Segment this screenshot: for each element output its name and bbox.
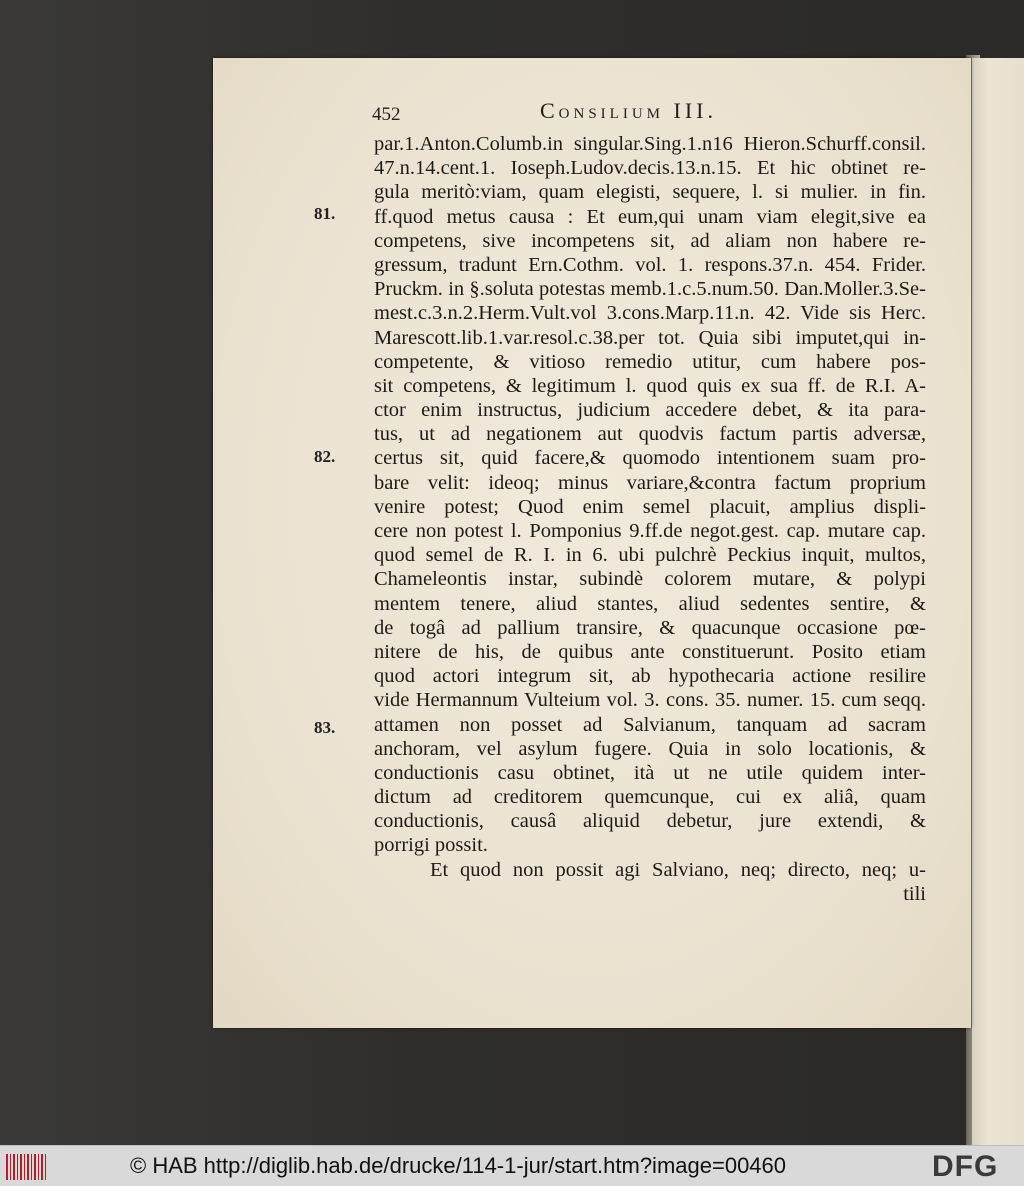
text-line: competente, & vitioso remedio utitur, cum habere pos- <box>374 350 926 373</box>
text-line: anchoram, vel asylum fugere. Quia in solo locationis, & <box>374 737 926 760</box>
text-line: attamen non posset ad Salvianum, tanquam ad sacram <box>374 713 926 736</box>
text-line: certus sit, quid facere,& quomodo intentionem suam pro- <box>374 447 926 470</box>
text-line: par.1.Anton.Columb.in singular.Sing.1.n16 Hieron.Schurff.consil. <box>374 133 926 155</box>
copyright-link[interactable]: © HAB http://diglib.hab.de/drucke/114-1-jur/start.htm?image=00460 <box>130 1153 787 1178</box>
text-line: Marescott.lib.1.var.resol.c.38.per tot. Quia sibi imputet,qui in- <box>374 326 926 349</box>
text-line: venire potest; Quod enim semel placuit, amplius displi- <box>374 495 926 518</box>
text-line: ff.quod metus causa : Et eum,qui unam viam elegit,sive ea <box>374 205 926 228</box>
text-line: Pruckm. in §.soluta potestas memb.1.c.5.num.50. Dan.Moller.3.Se- <box>374 278 926 301</box>
dfg-logo: DFG <box>932 1150 999 1183</box>
text-line: cere non potest l. Pomponius 9.ff.de negot.gest. cap. mutare cap. <box>374 520 926 542</box>
text-line: quod semel de R. I. in 6. ubi pulchrè Peckius inquit, multos, <box>374 544 926 567</box>
text-line: ctor enim instructus, judicium accedere debet, & ita para- <box>374 399 926 422</box>
catchword: tili <box>903 882 926 905</box>
text-line: de togâ ad pallium transire, & quacunque occasione pœ- <box>374 616 926 639</box>
text-line: Et quod non possit agi Salviano, neq; directo, neq; u- <box>430 858 926 881</box>
text-line: nitere de his, de quibus ante constituerunt. Posito etiam <box>374 640 926 663</box>
text-line: mest.c.3.n.2.Herm.Vult.vol 3.cons.Marp.11.n. 42. Vide sis Herc. <box>374 302 926 325</box>
running-head: Consilium III. <box>540 98 717 123</box>
text-line: gressum, tradunt Ern.Cothm. vol. 1. respons.37.n. 454. Frider. <box>374 253 926 276</box>
text-line: sit competens, & legitimum l. quod quis ex sua ff. de R.I. A- <box>374 374 926 397</box>
text-line: quod actori integrum sit, ab hypothecaria actione resilire <box>374 665 926 688</box>
text-line: competens, sive incompetens sit, ad aliam non habere re- <box>374 229 926 252</box>
text-line: porrigi possit. <box>374 834 488 857</box>
text-line: 47.n.14.cent.1. Ioseph.Ludov.decis.13.n.15. Et hic obtinet re- <box>374 157 926 180</box>
barcode-icon <box>6 1154 46 1180</box>
text-line: vide Hermannum Vulteium vol. 3. cons. 35. numer. 15. cum seqq. <box>374 689 926 712</box>
facing-page-edge <box>972 58 1024 1145</box>
text-line: mentem tenere, aliud stantes, aliud sedentes sentire, & <box>374 592 926 615</box>
text-line: Chameleontis instar, subindè colorem mutare, & polypi <box>374 568 926 591</box>
text-line: conductionis, causâ aliquid debetur, jure extendi, & <box>374 810 926 833</box>
footer-bar <box>0 1145 1024 1186</box>
body-text <box>374 132 926 906</box>
marginal-number: 81. <box>314 204 336 223</box>
text-line: conductionis casu obtinet, ità ut ne utile quidem inter- <box>374 761 926 784</box>
text-line: tus, ut ad negationem aut quodvis factum partis adversæ, <box>374 423 926 446</box>
marginal-number: 83. <box>314 718 336 737</box>
text-line: bare velit: ideoq; minus variare,&contra factum proprium <box>374 471 926 494</box>
page-number: 452 <box>372 104 401 125</box>
marginal-number: 82. <box>314 447 336 466</box>
text-line: dictum ad creditorem quemcunque, cui ex aliâ, quam <box>374 786 926 809</box>
text-line: gula meritò:viam, quam elegisti, sequere, l. si mulier. in fin. <box>374 181 926 204</box>
